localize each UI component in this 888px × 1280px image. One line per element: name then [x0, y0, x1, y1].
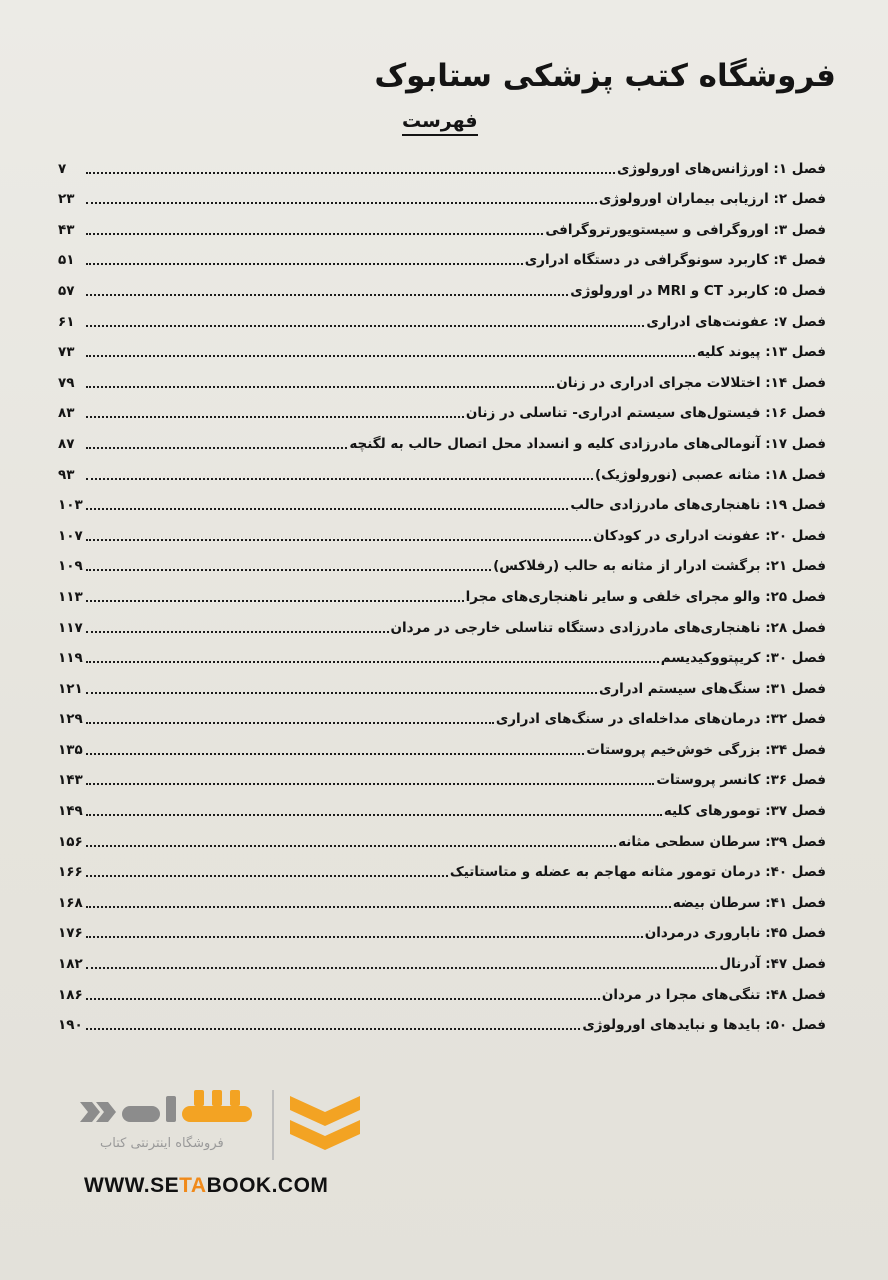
url-part-2: BOOK.COM — [206, 1174, 329, 1197]
toc-entry-label: فصل ۲۰: عفونت ادراری در کودکان — [593, 527, 826, 544]
toc-leader-dots — [86, 294, 568, 296]
toc-entry-page: ۴۳ — [58, 221, 75, 238]
toc-entry — [58, 825, 826, 856]
toc-leader-dots — [86, 325, 644, 327]
toc-leader-dots — [86, 631, 389, 633]
toc-entry-label: فصل ۱۳: پیوند کلیه — [696, 344, 826, 361]
toc-entry-page: ۱۷۶ — [58, 925, 83, 942]
toc-entry-label: فصل ۱۶: فیستول‌های سیستم ادراری- تناسلی در زنان — [465, 405, 826, 422]
toc-leader-dots — [86, 1028, 580, 1030]
toc-leader-dots — [86, 600, 464, 602]
toc-entry-page: ۱۵۶ — [58, 833, 83, 850]
logo-divider — [272, 1090, 274, 1160]
toc-entry-page: ۱۱۷ — [58, 619, 83, 636]
toc-leader-dots — [86, 202, 597, 204]
toc-entry-page: ۷ — [58, 160, 67, 177]
toc-entry-label: فصل ۲۸: ناهنجاری‌های مادرزادی دستگاه تناسلی خارجی در مردان — [390, 619, 826, 636]
toc-leader-dots — [86, 875, 448, 877]
toc-entry-page: ۱۰۳ — [58, 497, 83, 514]
toc-entry — [58, 794, 826, 825]
toc-entry — [58, 978, 826, 1009]
toc-entry-page: ۱۱۹ — [58, 650, 83, 667]
toc-entry — [58, 917, 826, 948]
toc-entry-label: فصل ۴۷: آدرنال — [719, 956, 826, 973]
toc-entry — [58, 580, 826, 611]
toc-entry-page: ۷۳ — [58, 344, 75, 361]
toc-entry — [58, 336, 826, 367]
toc-leader-dots — [86, 967, 717, 969]
toc-entry — [58, 550, 826, 581]
toc-entry-page: ۵۱ — [58, 252, 75, 269]
toc-entry-page: ۱۳۵ — [58, 741, 83, 758]
toc-entry — [58, 1009, 826, 1040]
website-url[interactable] — [84, 1174, 328, 1198]
toc-entry-page: ۹۳ — [58, 466, 75, 483]
toc-entry-page: ۱۸۲ — [58, 956, 83, 973]
toc-entry-page: ۲۳ — [58, 191, 75, 208]
toc-entry-label: فصل ۳۲: درمان‌های مداخله‌ای در سنگ‌های ادراری — [495, 711, 826, 728]
toc-entry — [58, 213, 826, 244]
toc-leader-dots — [86, 478, 593, 480]
toc-entry-page: ۱۶۶ — [58, 864, 83, 881]
book-chevron-icon — [284, 1090, 366, 1156]
toc-entry-label: فصل ۴: کاربرد سونوگرافی در دستگاه ادراری — [524, 252, 826, 269]
toc-entry-label: فصل ۵: کاربرد CT و MRI در اورولوژی — [570, 282, 826, 299]
toc-leader-dots — [86, 233, 543, 235]
toc-entry-label: فصل ۴۱: سرطان بیضه — [672, 894, 826, 911]
toc-entry — [58, 856, 826, 887]
toc-entry — [58, 305, 826, 336]
toc-entry — [58, 764, 826, 795]
toc-leader-dots — [86, 753, 584, 755]
toc-entry-page: ۱۰۷ — [58, 527, 83, 544]
toc-leader-dots — [86, 814, 662, 816]
toc-entry-page: ۱۶۸ — [58, 894, 83, 911]
toc-entry-page: ۱۲۱ — [58, 680, 83, 697]
toc-leader-dots — [86, 447, 347, 449]
toc-entry — [58, 244, 826, 275]
toc-entry-page: ۱۹۰ — [58, 1017, 83, 1034]
toc-heading: فهرست — [402, 110, 478, 136]
table-of-contents — [58, 152, 826, 1039]
setabook-logo[interactable] — [70, 1080, 380, 1210]
toc-leader-dots — [86, 539, 591, 541]
toc-entry — [58, 274, 826, 305]
toc-entry-label: فصل ۷: عفونت‌های ادراری — [646, 313, 826, 330]
toc-entry — [58, 642, 826, 673]
toc-leader-dots — [86, 661, 659, 663]
toc-leader-dots — [86, 783, 654, 785]
store-title: فروشگاه کتب پزشکی ستابوک — [374, 58, 836, 94]
toc-entry-page: ۱۸۶ — [58, 986, 83, 1003]
toc-entry — [58, 427, 826, 458]
toc-entry — [58, 733, 826, 764]
toc-entry — [58, 366, 826, 397]
toc-entry-page: ۷۹ — [58, 374, 75, 391]
toc-leader-dots — [86, 906, 671, 908]
toc-entry-page: ۱۰۹ — [58, 558, 83, 575]
toc-entry-label: فصل ۴۰: درمان تومور مثانه مهاجم به عضله و متاستاتیک — [449, 864, 826, 881]
toc-entry-label: فصل ۱۹: ناهنجاری‌های مادرزادی حالب — [570, 497, 826, 514]
setabook-wordmark-icon — [76, 1084, 266, 1136]
toc-entry-label: فصل ۳۷: تومورهای کلیه — [663, 803, 826, 820]
toc-entry-label: فصل ۱۸: مثانه عصبی (نورولوژیک) — [594, 466, 826, 483]
toc-leader-dots — [86, 936, 643, 938]
toc-entry-page: ۱۱۳ — [58, 588, 83, 605]
toc-entry — [58, 886, 826, 917]
toc-entry — [58, 947, 826, 978]
toc-entry — [58, 519, 826, 550]
toc-entry-label: فصل ۳۹: سرطان سطحی مثانه — [618, 833, 826, 850]
toc-leader-dots — [86, 386, 554, 388]
toc-entry — [58, 489, 826, 520]
toc-leader-dots — [86, 569, 491, 571]
toc-entry — [58, 672, 826, 703]
toc-entry — [58, 611, 826, 642]
toc-leader-dots — [86, 998, 600, 1000]
toc-entry-label: فصل ۳۱: سنگ‌های سیستم ادراری — [598, 680, 826, 697]
toc-entry-label: فصل ۳۰: کریپتووکیدیسم — [660, 650, 826, 667]
url-part-accent: TA — [179, 1174, 207, 1197]
toc-entry — [58, 183, 826, 214]
toc-entry-label: فصل ۴۵: ناباروری درمردان — [644, 925, 826, 942]
toc-leader-dots — [86, 692, 597, 694]
toc-entry-label: فصل ۲۱: برگشت ادرار از مثانه به حالب (رفلاکس) — [493, 558, 826, 575]
toc-entry-label: فصل ۵۰: بایدها و نبایدهای اورولوژی — [582, 1017, 826, 1034]
toc-leader-dots — [86, 355, 695, 357]
logo-tagline: فروشگاه اینترنتی کتاب — [100, 1136, 224, 1151]
toc-entry-label: فصل ۳۴: بزرگی خوش‌خیم پروستات — [586, 741, 826, 758]
toc-leader-dots — [86, 722, 494, 724]
toc-entry — [58, 458, 826, 489]
toc-entry-page: ۵۷ — [58, 282, 75, 299]
toc-entry-label: فصل ۳: اوروگرافی و سیستویورتروگرافی — [545, 221, 826, 238]
toc-entry-page: ۸۳ — [58, 405, 75, 422]
toc-entry-page: ۱۴۳ — [58, 772, 83, 789]
toc-entry-label: فصل ۲۵: والو مجرای خلفی و سایر ناهنجاری‌های مجرا — [465, 588, 826, 605]
toc-leader-dots — [86, 508, 568, 510]
toc-entry-label: فصل ۴۸: تنگی‌های مجرا در مردان — [601, 986, 826, 1003]
toc-entry-page: ۸۷ — [58, 435, 75, 452]
url-part-1: WWW.SE — [84, 1174, 180, 1197]
toc-leader-dots — [86, 172, 615, 174]
toc-entry-label: فصل ۱: اورژانس‌های اورولوژی — [617, 160, 826, 177]
toc-entry-label: فصل ۱۴: اختلالات مجرای ادراری در زنان — [556, 374, 826, 391]
toc-entry-label: فصل ۲: ارزیابی بیماران اورولوژی — [598, 191, 826, 208]
toc-leader-dots — [86, 845, 616, 847]
toc-entry-page: ۶۱ — [58, 313, 75, 330]
toc-entry — [58, 703, 826, 734]
toc-entry-label: فصل ۱۷: آنومالی‌های مادرزادی کلیه و انسداد محل اتصال حالب به لگنچه — [349, 435, 826, 452]
toc-entry-label: فصل ۳۶: کانسر پروستات — [656, 772, 826, 789]
toc-leader-dots — [86, 263, 523, 265]
toc-entry — [58, 397, 826, 428]
toc-leader-dots — [86, 416, 464, 418]
toc-entry-page: ۱۲۹ — [58, 711, 83, 728]
toc-entry — [58, 152, 826, 183]
toc-entry-page: ۱۴۹ — [58, 803, 83, 820]
